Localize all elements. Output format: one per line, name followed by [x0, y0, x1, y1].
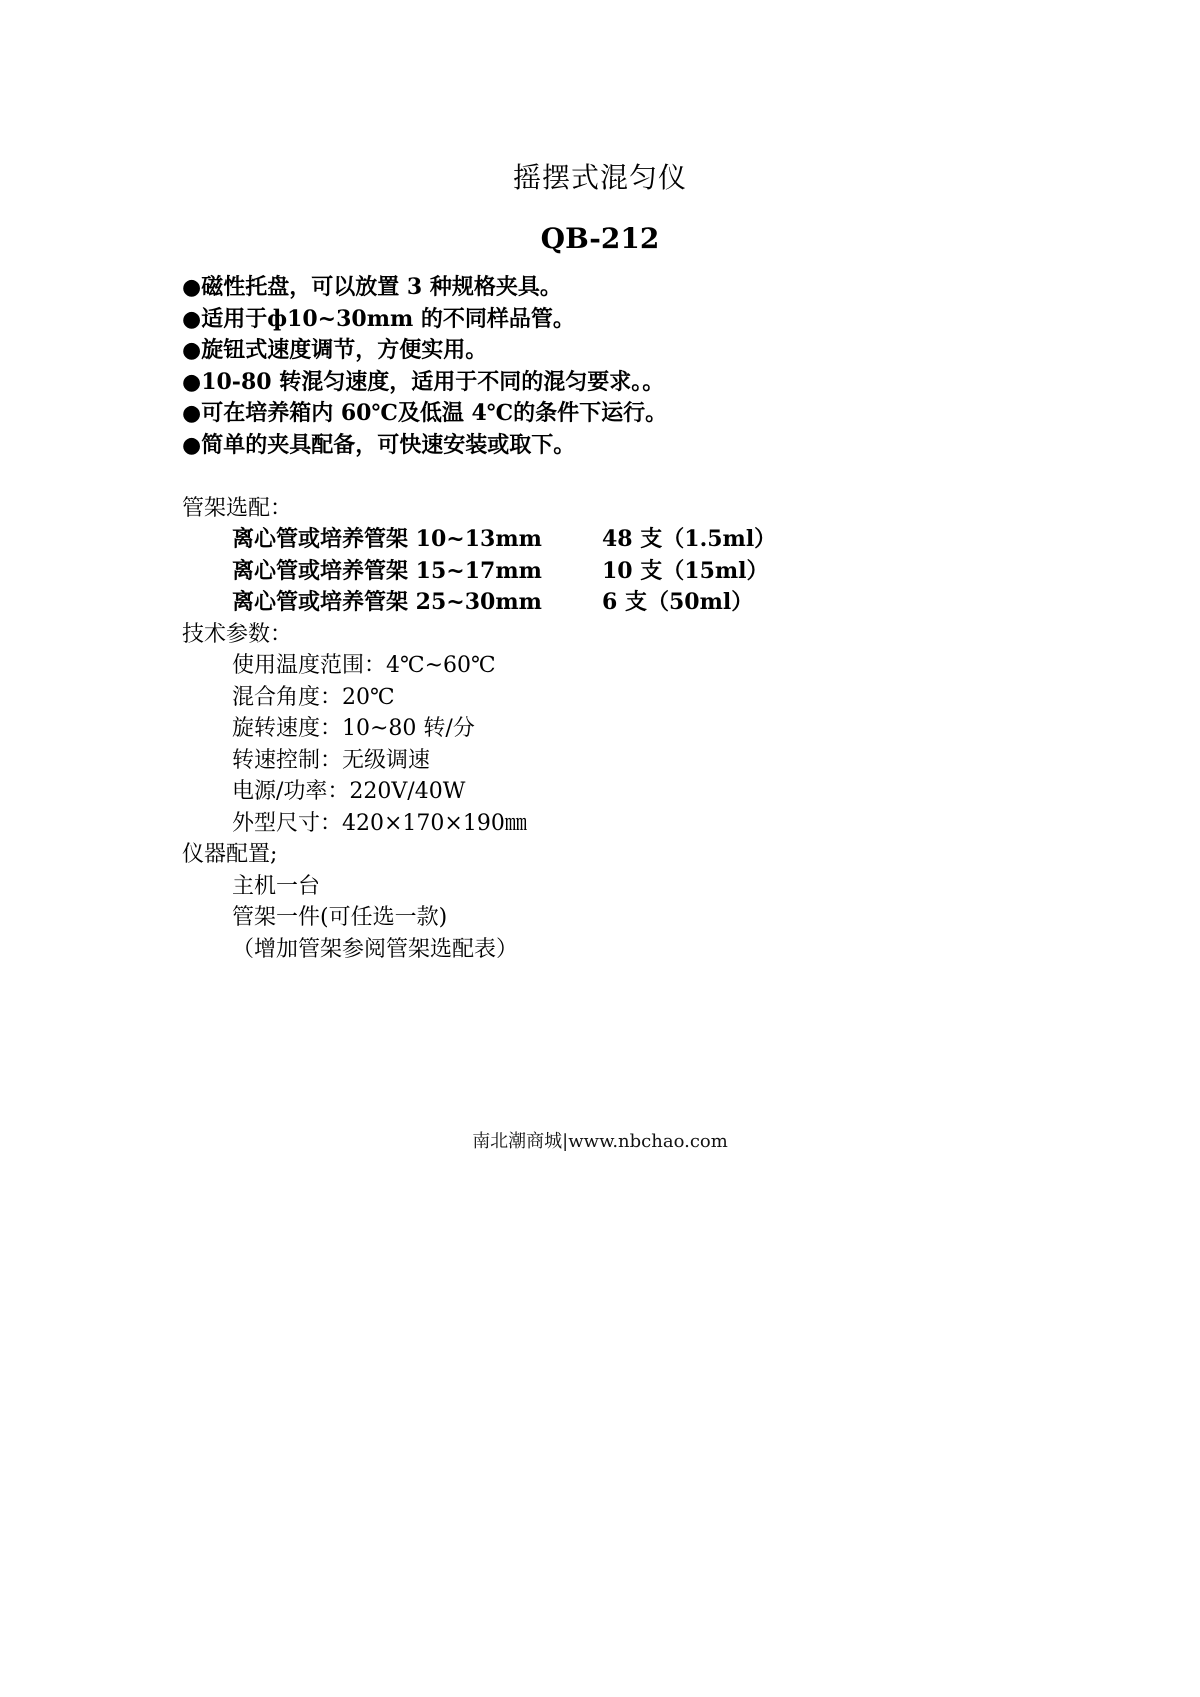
spec-item: 旋转速度：10~80 转/分 [232, 716, 475, 741]
model-number: QB-212 [540, 222, 660, 255]
spec-item: 转速控制：无级调速 [232, 747, 431, 773]
configuration-item: 主机一台 [232, 873, 321, 899]
configuration-item: （增加管架参阅管架选配表） [232, 936, 519, 962]
document-body [182, 272, 1082, 965]
rack-option-row [182, 556, 1082, 588]
feature-item: ●旋钮式速度调节，方便实用。 [182, 337, 488, 363]
spec-item: 外型尺寸：420×170×190㎜ [232, 810, 527, 836]
rack-option-row [182, 524, 1082, 556]
feature-item: ●简单的夹具配备，可快速安装或取下。 [182, 431, 576, 458]
feature-item: ●10-80 转混匀速度，适用于不同的混匀要求。。 [182, 368, 665, 395]
footer-source: 南北潮商城|www.nbchao.com [472, 1131, 728, 1152]
rack-option-qty: 10 支（15ml） [602, 557, 769, 584]
feature-item: ●磁性托盘，可以放置 3 种规格夹具。 [182, 274, 562, 300]
feature-item: ●可在培养箱内 60℃及低温 4℃的条件下运行。 [182, 400, 668, 426]
rack-options-heading: 管架选配： [182, 495, 293, 521]
spec-item: 使用温度范围：4℃~60℃ [232, 653, 496, 678]
rack-option-qty: 6 支（50ml） [602, 589, 754, 615]
document-title: 摇摆式混匀仪 [512, 161, 687, 194]
configuration-heading: 仪器配置; [182, 842, 278, 867]
rack-option-name: 离心管或培养管架 15~17mm [232, 557, 542, 584]
specs-heading: 技术参数： [182, 621, 293, 647]
feature-item: ●适用于ф10~30mm 的不同样品管。 [182, 305, 575, 332]
spec-item: 电源/功率：220V/40W [232, 779, 466, 804]
rack-option-name: 离心管或培养管架 10~13mm [232, 526, 542, 552]
spacer [182, 461, 1082, 493]
rack-option-name: 离心管或培养管架 25~30mm [232, 589, 542, 615]
spec-item: 混合角度：20℃ [232, 684, 395, 710]
configuration-item: 管架一件(可任选一款) [232, 905, 448, 930]
rack-option-row [182, 587, 1082, 619]
rack-option-qty: 48 支（1.5ml） [602, 526, 777, 552]
